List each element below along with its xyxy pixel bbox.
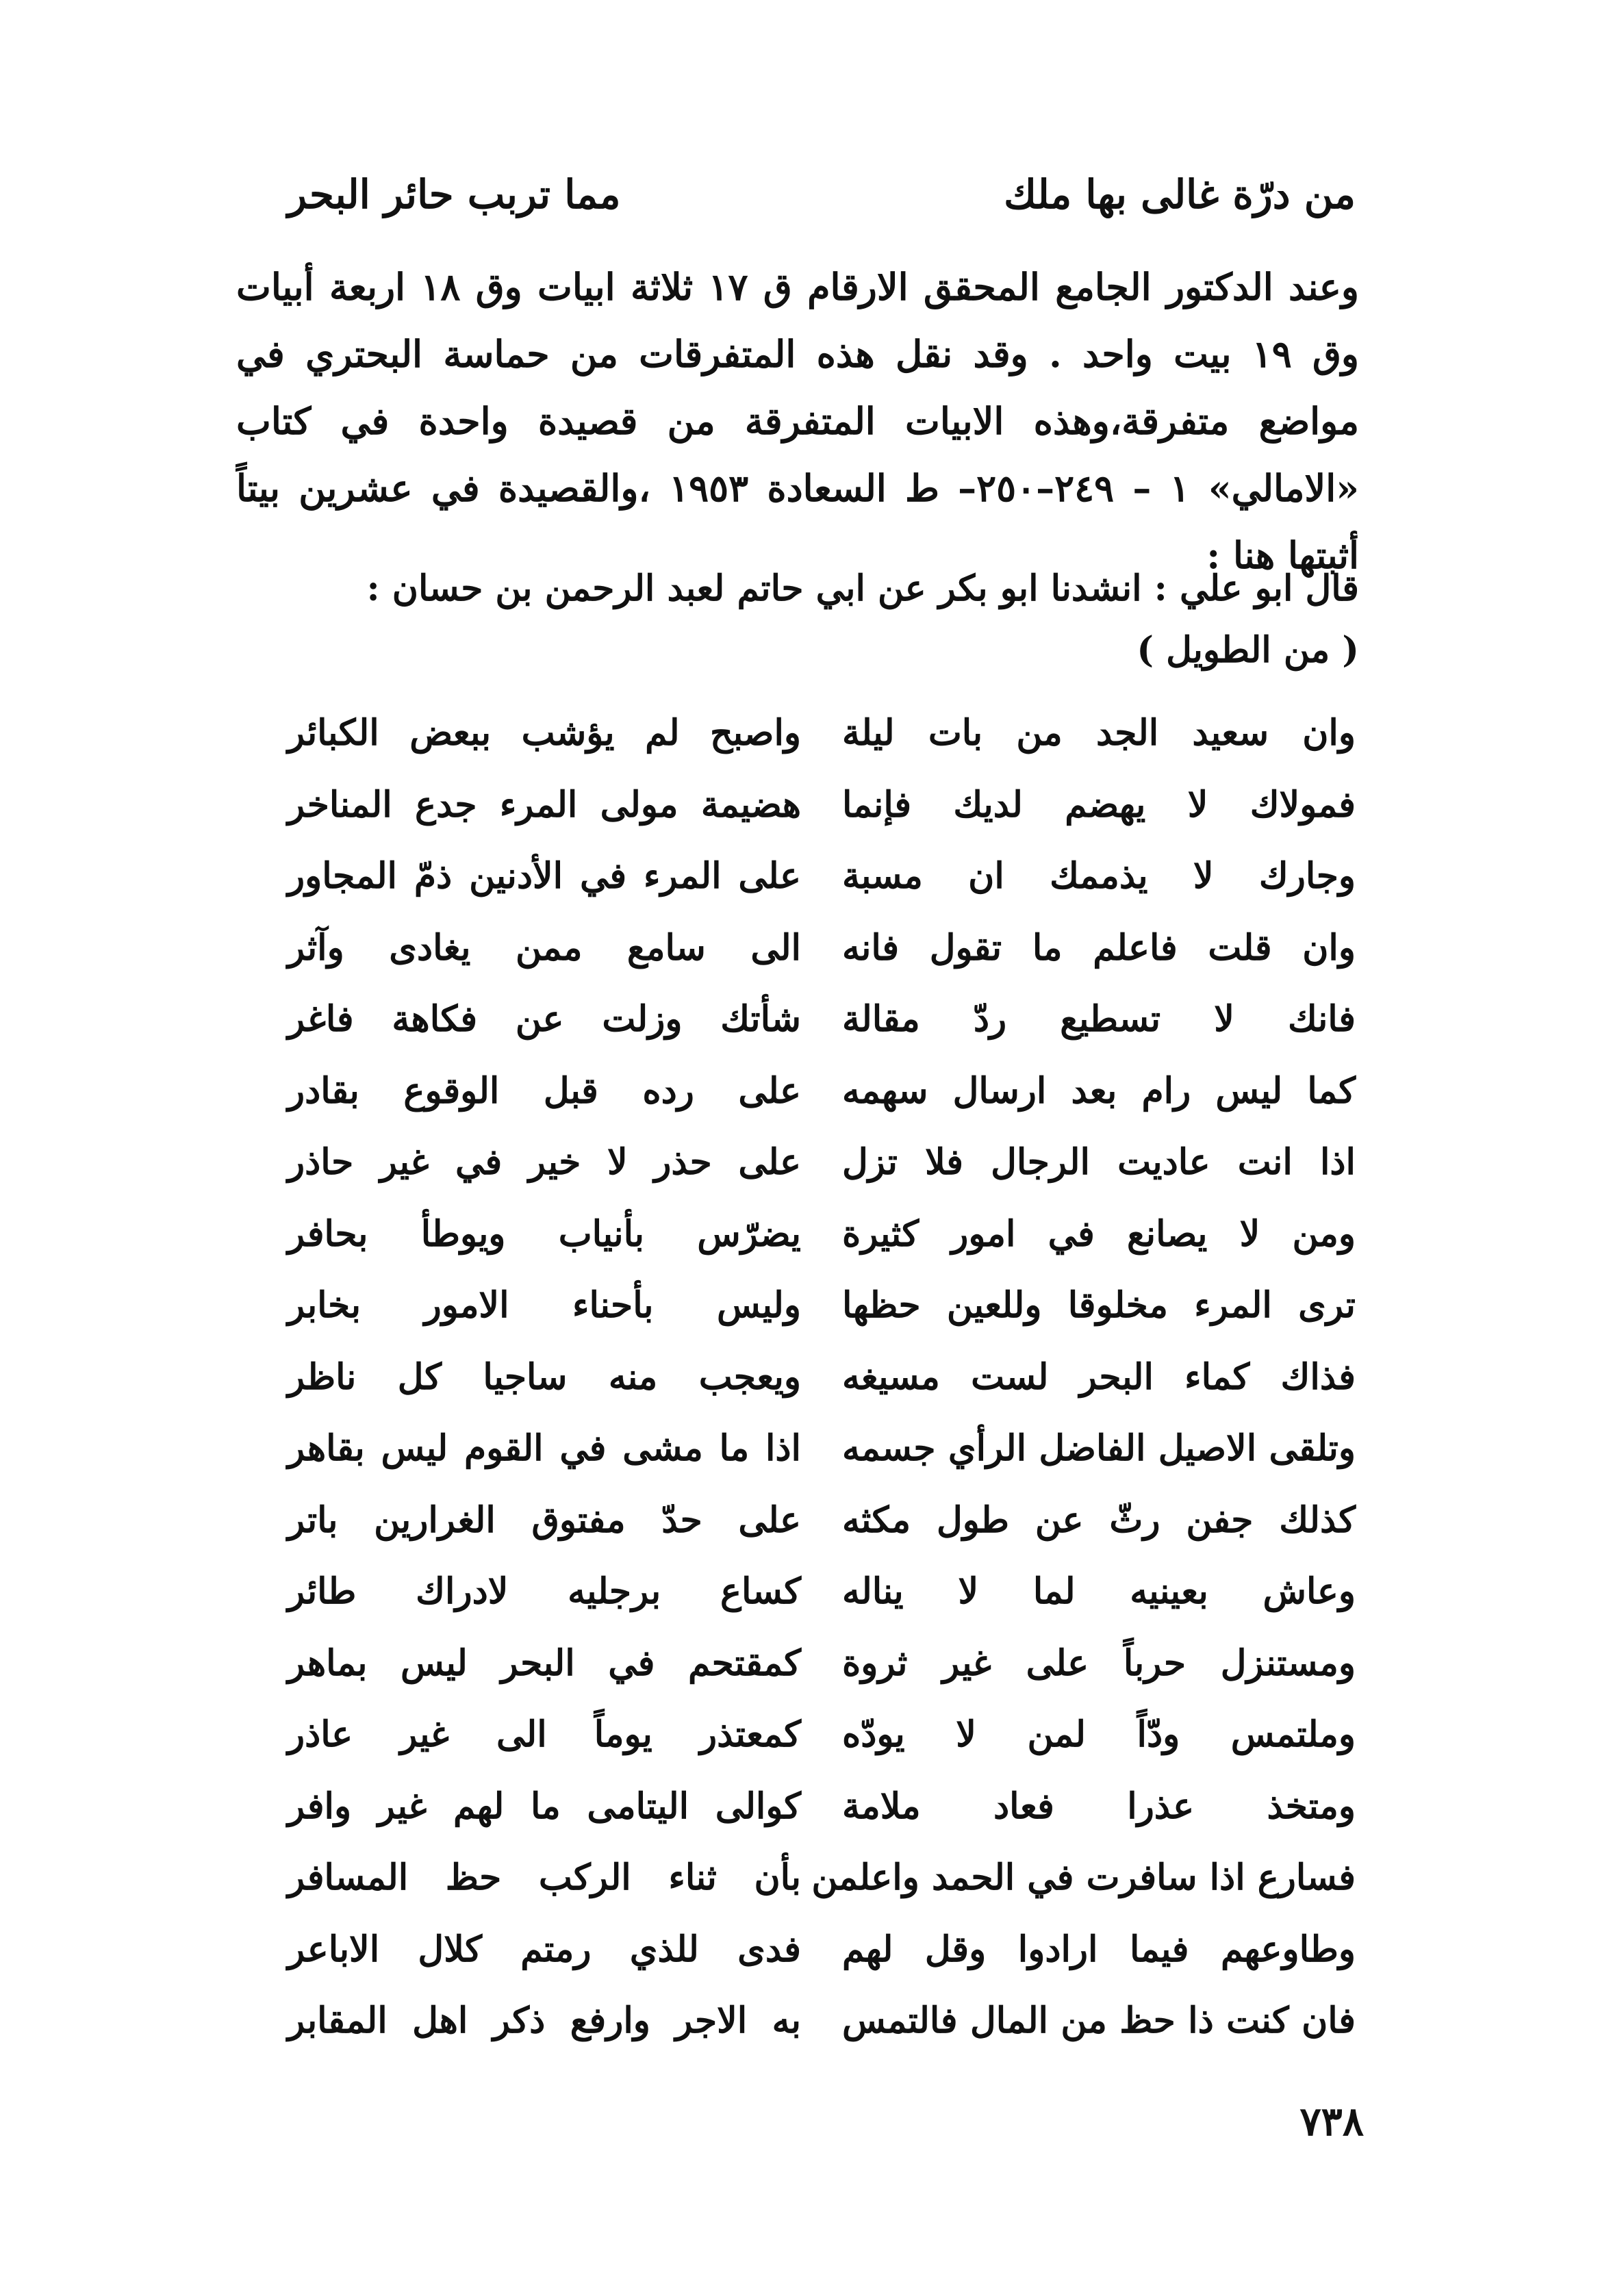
poem-verse (288, 712, 1356, 784)
first-hemistich: وجارك لا يذممك ان مسبة (842, 855, 1356, 897)
poem-verse (288, 1070, 1356, 1142)
first-hemistich: فذاك كماء البحر لست مسيغه (842, 1355, 1356, 1398)
second-hemistich: على رده قبل الوقوع بقادر (288, 1069, 801, 1112)
first-hemistich: وملتمس ودّاً لمن لا يودّه (842, 1713, 1356, 1755)
second-hemistich: به الاجر وارفع ذكر اهل المقابر (288, 2000, 802, 2041)
poem-verse (288, 784, 1356, 856)
intro-text: وعند الدكتور الجامع المحقق الارقام ق ١٧ ثلاثة ابيات وق ١٨ اربعة أبيات وق ١٩ بيت واحد . وقد نقل هذه المتفرقات من حماسة البحتري في مواضع متفرقة،وهذه الابيات المتفرقة من قصيدة واحدة في كتاب «الامالي» ١ – ٢٤٩–٢٥٠– ط السعادة ١٩٥٣ ،والقصيدة في عشرين بيتاً أثبتها هنا : (236, 265, 1360, 577)
first-hemistich: فانك لا تسطيع ردّ مقالة (842, 998, 1356, 1040)
first-hemistich: وطاوعهم فيما ارادوا وقل لهم (842, 1928, 1356, 1970)
second-hemistich: واصبح لم يؤشب ببعض الكبائر (288, 712, 801, 754)
second-hemistich: كوالى اليتامى ما لهم غير وافر (288, 1785, 801, 1827)
poem-verse (288, 1928, 1356, 2000)
first-hemistich: ومن لا يصانع في امور كثيرة (842, 1212, 1356, 1255)
second-hemistich: اذا ما مشى في القوم ليس بقاهر (288, 1427, 801, 1469)
poem-verse (288, 927, 1356, 999)
first-hemistich: ترى المرء مخلوقا وللعين حظها (842, 1284, 1356, 1326)
first-hemistich: كما ليس رام بعد ارسال سهمه (842, 1069, 1356, 1112)
first-hemistich: فان كنت ذا حظ من المال فالتمس (842, 2000, 1356, 2041)
poem-verse (288, 1570, 1356, 1642)
poem-verse (288, 1427, 1356, 1499)
poem (288, 712, 1356, 2072)
poem-verse (288, 2000, 1356, 2072)
verse-hemistich-left: مما تربب حائر البحر (288, 171, 621, 218)
second-hemistich: بأن ثناء الركب حظ المسافر (288, 1857, 801, 1898)
second-hemistich: وليس بأحناء الامور بخابر (288, 1284, 801, 1326)
second-hemistich: ويعجب منه ساجيا كل ناظر (288, 1355, 801, 1398)
poem-verse (288, 1213, 1356, 1285)
page-number: ٧٣٨ (1299, 2098, 1364, 2145)
first-hemistich: ومتخذ عذرا فعاد ملامة (842, 1785, 1356, 1827)
first-hemistich: وان قلت فاعلم ما تقول فانه (842, 926, 1356, 969)
second-hemistich: الى سامع ممن يغادى وآثر (288, 926, 801, 969)
second-hemistich: يضرّس بأنياب ويوطأ بحافر (288, 1212, 801, 1255)
verse-hemistich-right: من درّة غالى بها ملك (1004, 171, 1356, 218)
first-hemistich: اذا انت عاديت الرجال فلا تزل (842, 1141, 1356, 1183)
first-hemistich: وعاش بعينيه لما لا يناله (842, 1570, 1356, 1612)
second-hemistich: فدى للذي رمتم كلال الاباعر (288, 1928, 801, 1970)
second-hemistich: على حذر لا خير في غير حاذر (288, 1141, 801, 1183)
poem-verse (288, 855, 1356, 927)
second-hemistich: شأتك وزلت عن فكاهة فاغر (288, 998, 801, 1040)
poem-verse (288, 998, 1356, 1070)
poem-verse (288, 1141, 1356, 1213)
second-hemistich: كساع برجليه لادراك طائر (288, 1570, 801, 1612)
top-verse (288, 171, 1356, 240)
poem-verse (288, 1642, 1356, 1714)
poem-verse (288, 1284, 1356, 1356)
first-hemistich: ومستنزل حرباً على غير ثروة (842, 1642, 1356, 1684)
poem-verse (288, 1499, 1356, 1571)
first-hemistich: كذلك جفن رثّ عن طول مكثه (842, 1499, 1356, 1541)
first-hemistich: فمولاك لا يهضم لديك فإنما (842, 783, 1356, 826)
second-hemistich: هضيمة مولى المرء جدع المناخر (288, 783, 801, 826)
second-hemistich: كمقتحم في البحر ليس بماهر (288, 1642, 801, 1684)
second-hemistich: على المرء في الأدنين ذمّ المجاور (288, 855, 801, 897)
first-hemistich: وتلقى الاصيل الفاضل الرأي جسمه (842, 1427, 1356, 1469)
intro-paragraph (236, 253, 1359, 589)
second-hemistich: كمعتذر يوماً الى غير عاذر (288, 1713, 801, 1755)
attribution-text: قال ابو علي : انشدنا ابو بكر عن ابي حاتم لعبد الرحمن بن حسان : (366, 568, 1359, 609)
poem-verse (288, 1356, 1356, 1428)
second-hemistich: على حدّ مفتوق الغرارين باتر (288, 1499, 801, 1541)
first-hemistich: وان سعيد الجد من بات ليلة (842, 712, 1356, 754)
poem-attribution (236, 558, 1359, 681)
poem-verse (288, 1785, 1356, 1857)
poem-meter: ( من الطويل ) (1137, 629, 1359, 671)
first-hemistich: فسارع اذا سافرت في الحمد واعلمن (811, 1857, 1356, 1898)
poem-verse (288, 1713, 1356, 1785)
poem-verse (288, 1857, 1356, 1928)
